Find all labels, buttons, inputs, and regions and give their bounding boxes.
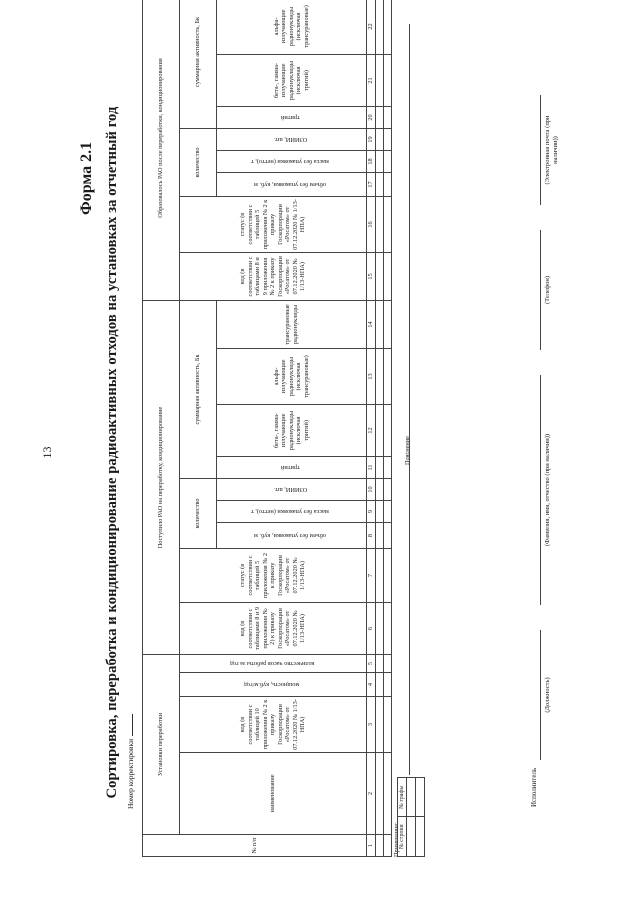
table-cell[interactable] — [376, 128, 384, 150]
notes-cell[interactable] — [407, 778, 416, 818]
table-cell[interactable] — [384, 196, 392, 252]
table-cell[interactable] — [376, 150, 384, 172]
notes-cell[interactable] — [416, 778, 425, 818]
header-name: наименование — [180, 753, 367, 835]
column-number: 13 — [367, 349, 376, 405]
table-cell[interactable] — [384, 128, 392, 150]
table-cell[interactable] — [384, 549, 392, 603]
notes-cell[interactable] — [416, 817, 425, 857]
email-line[interactable] — [540, 95, 541, 205]
table-row — [384, 0, 392, 857]
table-cell[interactable] — [376, 405, 384, 457]
header-volume: объем без упаковки, куб. м — [217, 523, 367, 549]
table-cell[interactable] — [376, 106, 384, 128]
header-status-received: статус (в соответствии с таблицей 5 приложения № 2 к приказу Госкорпорации «Росатом» от 07.12.2020 № 1/13-НПА) — [180, 549, 367, 603]
table-cell[interactable] — [376, 697, 384, 753]
page-title: Сортировка, переработка и кондиционирование радиоактивных отходов на установках за отчетный год — [104, 106, 120, 799]
column-number: 14 — [367, 300, 376, 348]
table-cell[interactable] — [376, 655, 384, 673]
column-number: 10 — [367, 479, 376, 501]
table-cell[interactable] — [384, 501, 392, 523]
header-received: Поступило РАО на переработку, кондиционирование — [143, 300, 180, 654]
table-cell[interactable] — [376, 172, 384, 196]
column-number: 17 — [367, 172, 376, 196]
table-cell[interactable] — [384, 54, 392, 106]
table-cell[interactable] — [384, 697, 392, 753]
table-cell[interactable] — [384, 172, 392, 196]
table-cell[interactable] — [384, 300, 392, 348]
notes-cell[interactable] — [407, 817, 416, 857]
header-row-1 — [143, 0, 180, 857]
table-cell[interactable] — [376, 0, 384, 54]
header-formed: Образовалось РАО после переработки, кондиционирования — [143, 0, 180, 300]
table-cell[interactable] — [376, 349, 384, 405]
table-cell[interactable] — [376, 673, 384, 697]
table-cell[interactable] — [384, 252, 392, 300]
table-cell[interactable] — [384, 673, 392, 697]
header-volume: объем без упаковки, куб. м — [217, 172, 367, 196]
explanation-divider — [409, 24, 410, 775]
table-cell[interactable] — [376, 603, 384, 655]
position-caption: (Должность) — [544, 677, 551, 713]
column-number: 15 — [367, 252, 376, 300]
table-cell[interactable] — [384, 655, 392, 673]
table-cell[interactable] — [384, 349, 392, 405]
table-cell[interactable] — [384, 150, 392, 172]
column-number: 20 — [367, 106, 376, 128]
column-number: 6 — [367, 603, 376, 655]
phone-line[interactable] — [540, 230, 541, 350]
header-row-num: № п/п — [143, 835, 367, 857]
correction-label: Номер корректировки — [126, 738, 135, 809]
column-number: 4 — [367, 673, 376, 697]
header-transuranic: трансурановые радионуклиды — [217, 300, 367, 348]
table-cell[interactable] — [376, 835, 384, 857]
phone-caption: (Телефон) — [544, 275, 551, 305]
header-mass: масса без упаковки (нетто), т — [217, 501, 367, 523]
table-cell[interactable] — [376, 196, 384, 252]
table-cell[interactable] — [384, 405, 392, 457]
column-number: 3 — [367, 697, 376, 753]
fio-line[interactable] — [540, 375, 541, 605]
table-cell[interactable] — [376, 479, 384, 501]
header-code-formed: код (в соответствии с таблицами 8 и 9 приложения № 2 к приказу Госкорпорации «Росатом» от 07.12.2020 № 1/13-НПА) — [180, 252, 367, 300]
email-caption: (Электронная почта (при наличии)) — [544, 115, 560, 185]
column-number: 9 — [367, 501, 376, 523]
header-oiiii: ОЗИИИ, шт. — [217, 128, 367, 150]
header-beta-gamma: бета-, гамма- излучающие радионуклиды (исключая тритий) — [217, 405, 367, 457]
header-oiiii: ОЗИИИ, шт. — [217, 479, 367, 501]
position-line[interactable] — [540, 630, 541, 760]
column-number: 21 — [367, 54, 376, 106]
header-mass: масса без упаковки (нетто), т — [217, 150, 367, 172]
header-code-table10: код (в соответствии с таблицей 10 приложения № 2 к приказу Госкорпорации «Росатом» от 07.12.2020 № 1/13-НПА) — [180, 697, 367, 753]
table-cell[interactable] — [384, 479, 392, 501]
column-number: 1 — [367, 835, 376, 857]
header-alpha: альфа-излучающие радионуклиды (исключая трансурановые) — [217, 349, 367, 405]
form-label: Форма 2.1 — [78, 141, 95, 215]
column-number: 22 — [367, 0, 376, 54]
table-cell[interactable] — [384, 835, 392, 857]
notes-table — [397, 777, 425, 857]
header-tritium: тритий — [217, 457, 367, 479]
table-cell[interactable] — [384, 603, 392, 655]
header-activity-received: суммарная активность, Бк — [180, 300, 217, 478]
header-alpha: альфа-излучающие радионуклиды (исключая трансурановые) — [217, 0, 367, 54]
header-code-received: код (в соответствии с таблицами 8 и 9 приложения № 2) к приказу Госкорпорации «Росатом» от 07.12.2020 № 1/13-НПА) — [180, 603, 367, 655]
notes-label: Примечание: — [393, 822, 400, 857]
header-installations: Установки переработки — [143, 655, 180, 835]
header-activity-formed: суммарная активность, Бк — [180, 0, 217, 128]
table-cell[interactable] — [376, 252, 384, 300]
header-beta-gamma: бета-, гамма- излучающие радионуклиды (исключая тритий) — [217, 54, 367, 106]
column-number-row — [367, 0, 376, 857]
fio-caption: (Фамилия, имя, отчество (при наличии)) — [544, 433, 551, 547]
column-number: 2 — [367, 753, 376, 835]
column-number: 8 — [367, 523, 376, 549]
column-number: 5 — [367, 655, 376, 673]
header-quantity-formed: количество — [180, 128, 217, 196]
explanation-label: Пояснение — [404, 436, 411, 465]
notes-row-col: № строки — [398, 817, 407, 857]
table-cell[interactable] — [376, 54, 384, 106]
table-cell[interactable] — [384, 0, 392, 54]
table-cell[interactable] — [376, 549, 384, 603]
header-status-formed: статус (в соответствии с таблицей 5 приложения № 2 к приказу Госкорпорации «Росатом» от 07.12.2020 № 1/13-НПА) — [180, 196, 367, 252]
column-number: 11 — [367, 457, 376, 479]
column-number: 19 — [367, 128, 376, 150]
notes-graph-col: № графы — [398, 778, 407, 818]
column-number: 18 — [367, 150, 376, 172]
report-table — [142, 0, 392, 857]
header-hours: количество часов работы за год — [180, 655, 367, 673]
column-number: 7 — [367, 549, 376, 603]
table-cell[interactable] — [384, 106, 392, 128]
page-number: 13 — [40, 446, 54, 459]
correction-number-row — [126, 714, 135, 809]
header-row-2 — [180, 0, 217, 857]
correction-field[interactable] — [126, 714, 133, 736]
table-cell[interactable] — [384, 523, 392, 549]
table-cell[interactable] — [376, 501, 384, 523]
table-cell[interactable] — [384, 753, 392, 835]
executor-label: Исполнитель — [530, 767, 538, 807]
table-cell[interactable] — [384, 457, 392, 479]
table-cell[interactable] — [376, 753, 384, 835]
header-tritium: тритий — [217, 106, 367, 128]
table-cell[interactable] — [376, 300, 384, 348]
table-cell[interactable] — [376, 523, 384, 549]
table-row — [376, 0, 384, 857]
header-capacity: мощность, куб.м/год — [180, 673, 367, 697]
column-number: 12 — [367, 405, 376, 457]
column-number: 16 — [367, 196, 376, 252]
header-quantity-received: количество — [180, 479, 217, 549]
table-cell[interactable] — [376, 457, 384, 479]
